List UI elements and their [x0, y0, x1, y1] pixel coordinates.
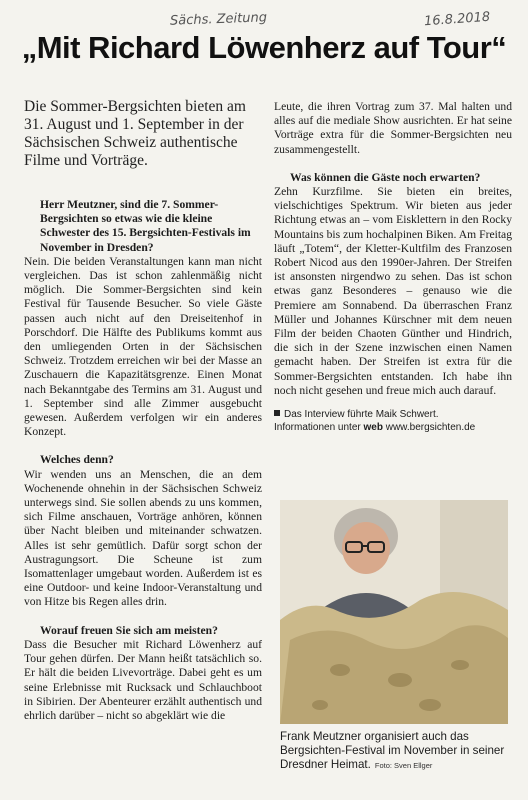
answer-2: Wir wenden uns an Menschen, die an dem Wochenende ohnehin in der Sächsischen Schweiz unterwegs sind. Sie sollen abends zu uns kommen, sich Filme anschauen, Vorträge anhören, können über Nacht bleiben und miteinander schwatzen. Alles ist sehr gemütlich. Dafür sorgt schon der Austragungsort. Die Scheune ist zum Isomattenlager umgebaut worden. Außerdem ist es eine Outdoor- und keine Indoor-Veranstaltung und von Hitze bis Regen alles drin. [24, 467, 262, 609]
info-prefix: Informationen unter [274, 422, 361, 434]
right-column [274, 100, 512, 434]
photo-credit: Foto: Sven Ellger [374, 761, 433, 770]
question-3: Worauf freuen Sie sich am meisten? [40, 623, 218, 637]
handwritten-source: Sächs. Zeitung [169, 10, 268, 29]
intro-lead: Die Sommer-Bergsichten bieten am 31. August und 1. September in der Sächsischen Schweiz authentische Filme und Vorträge. [24, 98, 246, 169]
answer-4: Zehn Kurzfilme. Sie bieten ein breites, vielschichtiges Spektrum. Wir bieten aus jeder Richtung etwas an – vom Eisklettern in den Rocky Mountains bis zum hochalpinen Biken. Am Freitag läuft „Totem“, der Kletter-Kultfilm des Franzosen Robert Nicod aus den 1990er-Jahren. Der Streifen ist ansonsten nirgendwo zu sehen. Das ist schon etwas ganz Besonderes – genauso wie die Premiere am Sonnabend. Da überraschen Franz Müller und Johannes Kürschner mit dem neuen Film der beiden Chaoten Günther und Hindrich, die sich in der Szene inzwischen einen Namen gemacht haben. Der Streifen ist extra für die Sommer-Bergsichten entstanden. Ich habe ihn noch nicht gesehen und freue mich auch darauf. [274, 185, 512, 397]
question-4: Was können die Gäste noch erwarten? [290, 170, 481, 184]
answer-3-continued: Leute, die ihren Vortrag zum 37. Mal halten und alles auf die mediale Show ausrichten. Er hat seine Vorträge extra für die Sommer-Bergsichten neu zusammengestellt. [274, 100, 512, 156]
web-label: web [363, 422, 383, 434]
portrait-illustration [280, 500, 508, 724]
info-url[interactable]: www.bergsichten.de [385, 422, 476, 434]
left-column [24, 198, 262, 733]
caption-text: Frank Meutzner organisiert auch das Bergsichten-Festival im November in seiner Dresdner Heimat. [280, 730, 505, 771]
headline: „Mit Richard Löwenherz auf Tour“ [21, 30, 507, 65]
question-1: Herr Meutzner, sind die 7. Sommer-Bergsichten so etwas wie die kleine Schwester des 15. Bergsichten-Festivals im November in Dresden? [40, 198, 251, 254]
square-bullet-icon [274, 410, 280, 416]
interviewer: Das Interview führte Maik Schwert. [284, 409, 439, 421]
handwritten-annotation [160, 6, 490, 32]
question-2: Welches denn? [40, 453, 114, 467]
answer-3: Dass die Besucher mit Richard Löwenherz auf Tour gehen dürfen. Der Mann heißt tatsächlich so. Er hält die beiden Livevorträge. Dabei geht es um seine Erlebnisse mit Rucksack und Schlauchboot in Sibirien. Der Abenteurer erzählt authentisch und ehrlich darüber – nicht so abgeklärt wie die [24, 637, 262, 722]
photo-caption [280, 730, 516, 773]
interview-credit [274, 408, 512, 434]
handwritten-date: 16.8.2018 [423, 9, 491, 30]
portrait-photo [280, 500, 508, 724]
answer-1: Nein. Die beiden Veranstaltungen kann man nicht vergleichen. Das ist schon zahlenmäßig nicht möglich. Die Sommer-Bergsichten sind kein Festival für Tausende Besucher. So viele Gäste passen auch nicht auf den Dreiseitenhof in Porschdorf. Die Hälfte des Publikums kommt aus den umliegenden Orten in der Sächsischen Schweiz. Trotzdem erreichen wir bei der Masse an Zuschauern die Kapazitätsgrenze. Einen Monat nach Bekanntgabe des Termins am 31. August und 1. September sind alle Zimmer ausgebucht gewesen. Außerdem verfolgen wir ein anderes Konzept. [24, 254, 262, 439]
